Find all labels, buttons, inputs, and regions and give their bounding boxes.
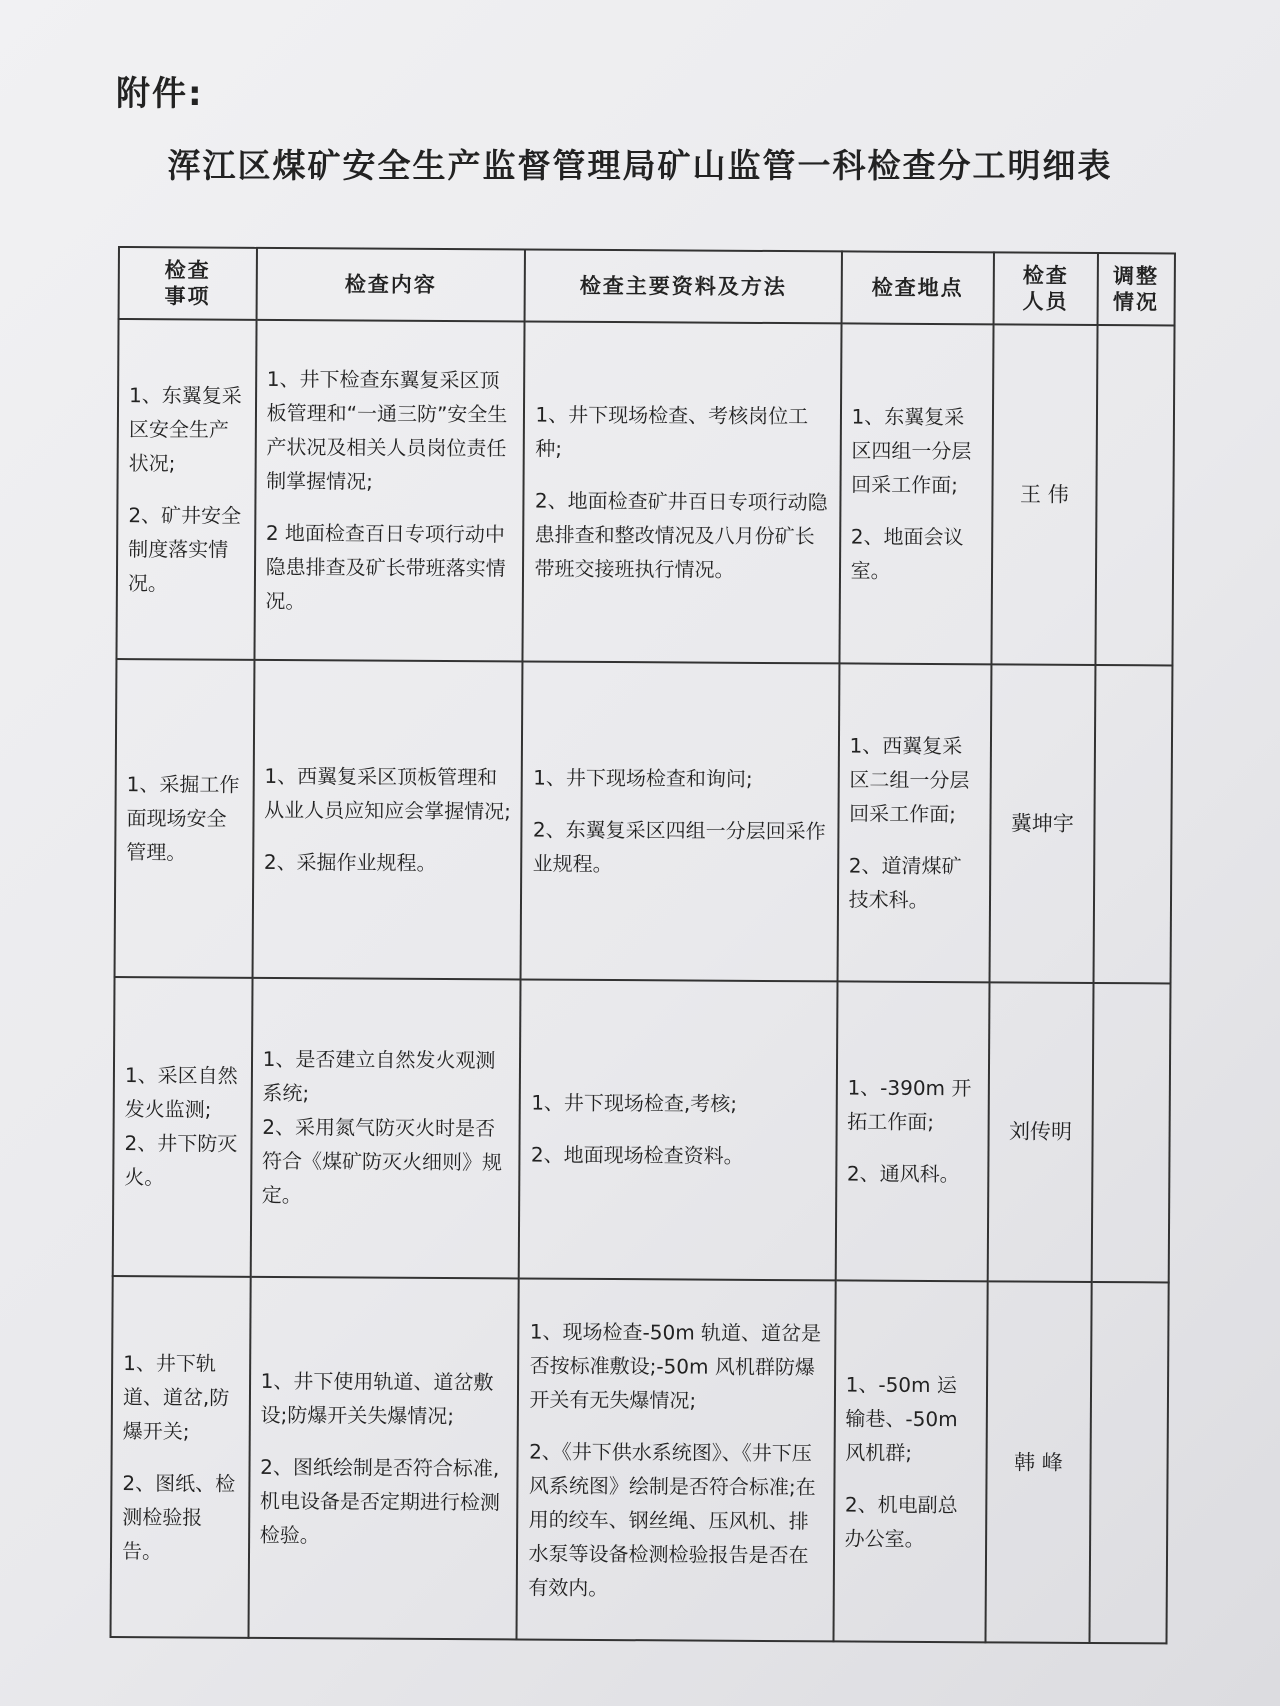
cell-method (521, 662, 839, 982)
cell-location-paragraph: 1、东翼复采区四组一分层回采工作面; (851, 404, 972, 498)
cell-item-paragraph: 1、采掘工作面现场安全管理。 (126, 772, 240, 865)
cell-item-paragraph: 1、东翼复采区安全生产状况; (128, 383, 242, 476)
cell-item-paragraph: 1、井下轨道、道岔,防爆开关; (122, 1350, 230, 1443)
cell-inspector: 韩 峰 (986, 1281, 1091, 1643)
cell-location (839, 323, 994, 664)
cell-content-paragraph: 1、西翼复采区顶板管理和从业人员应知应会掌握情况; (264, 764, 512, 824)
cell-location-paragraph: 1、西翼复采区二组一分层回采工作面; (849, 733, 970, 827)
cell-method-paragraph: 1、井下现场检查,考核; (531, 1091, 738, 1117)
cell-method (519, 979, 837, 1280)
cell-content (254, 320, 525, 662)
col-header-inspector: 检查 人员 (994, 252, 1098, 325)
cell-content-paragraph: 1、井下使用轨道、道岔敷设;防爆开关失爆情况; (260, 1368, 494, 1428)
cell-content (248, 1277, 519, 1640)
cell-method-paragraph: 1、井下现场检查、考核岗位工种; (535, 402, 809, 461)
cell-adjustment (1089, 1282, 1169, 1643)
col-header-adjustment: 调整 情况 (1097, 253, 1175, 325)
cell-adjustment (1091, 983, 1170, 1283)
table-header-row (119, 247, 1175, 325)
cell-item (115, 659, 255, 977)
cell-item (113, 977, 252, 1277)
cell-content-paragraph: 2 地面检查百日专项行动中隐患排查及矿长带班落实情况。 (265, 521, 506, 614)
col-header-item: 检查 事项 (119, 247, 257, 320)
cell-adjustment (1093, 665, 1172, 983)
cell-adjustment (1095, 325, 1175, 666)
cell-item-paragraph: 2、矿井安全制度落实情况。 (127, 503, 242, 596)
cell-method-paragraph: 2、地面现场检查资料。 (530, 1143, 744, 1169)
col-header-location: 检查地点 (841, 251, 994, 324)
cell-location-paragraph: 2、机电副总办公室。 (844, 1491, 958, 1551)
cell-method-paragraph: 2、地面检查矿井百日专项行动隐患排查和整改情况及八月份矿长带班交接班执行情况。 (534, 488, 828, 582)
cell-location (833, 1280, 988, 1642)
table-row (116, 319, 1174, 666)
cell-item (116, 319, 256, 660)
cell-method (517, 1278, 835, 1641)
table-row (113, 977, 1171, 1283)
cell-item (111, 1276, 251, 1638)
cell-method-paragraph: 2、《井下供水系统图》、《井下压风系统图》绘制是否符合标准;在用的绞车、钢丝绳、压风机、排水泵等设备检测检验报告是否在有效内。 (528, 1439, 816, 1600)
col-header-content: 检查内容 (256, 248, 525, 322)
attachment-label: 附件: (116, 74, 204, 114)
cell-content (252, 660, 523, 979)
table-body (111, 319, 1175, 1643)
cell-inspector: 刘传明 (988, 982, 1093, 1282)
cell-location-paragraph: 1、-50m 运输巷、-50m 风机群; (845, 1371, 958, 1465)
col-header-method: 检查主要资料及方法 (525, 249, 842, 323)
cell-location (837, 664, 992, 983)
document-title: 浑江区煤矿安全生产监督管理局矿山监管一科检查分工明细表 (167, 146, 1113, 185)
table-row (111, 1276, 1169, 1643)
cell-content-paragraph: 1、是否建立自然发火观测系统; 2、采用氮气防灭火时是否符合《煤矿防灭火细则》规定。 (261, 1047, 503, 1208)
cell-item-paragraph: 1、采区自然发火监测; 2、井下防灭火。 (124, 1063, 238, 1190)
cell-method-paragraph: 1、井下现场检查和询问; (533, 765, 753, 792)
cell-location-paragraph: 2、道清煤矿技术科。 (848, 853, 962, 913)
cell-location-paragraph: 2、通风科。 (846, 1161, 960, 1187)
table-row (115, 659, 1173, 983)
cell-method (523, 321, 841, 663)
cell-inspector: 冀坤宇 (990, 665, 1095, 983)
cell-content-paragraph: 2、图纸绘制是否符合标准,机电设备是否定期进行检测检验。 (259, 1454, 501, 1547)
cell-location-paragraph: 1、-390m 开拓工作面; (847, 1075, 972, 1135)
cell-content-paragraph: 2、采掘作业规程。 (263, 850, 437, 876)
cell-location-paragraph: 2、地面会议室。 (850, 524, 964, 583)
cell-content (250, 978, 521, 1279)
cell-content-paragraph: 1、井下检查东翼复采区顶板管理和“一通三防”安全生产状况及相关人员岗位责任制掌握情况; (266, 367, 508, 494)
cell-location (835, 981, 990, 1281)
inspection-table (109, 246, 1175, 1644)
cell-inspector: 王 伟 (992, 324, 1097, 665)
cell-item-paragraph: 2、图纸、检测检验报告。 (121, 1470, 236, 1563)
cell-method-paragraph: 2、东翼复采区四组一分层回采作业规程。 (532, 817, 826, 877)
cell-method-paragraph: 1、现场检查-50m 轨道、道岔是否按标准敷设;-50m 风机群防爆开关有无失爆情况; (529, 1319, 822, 1413)
